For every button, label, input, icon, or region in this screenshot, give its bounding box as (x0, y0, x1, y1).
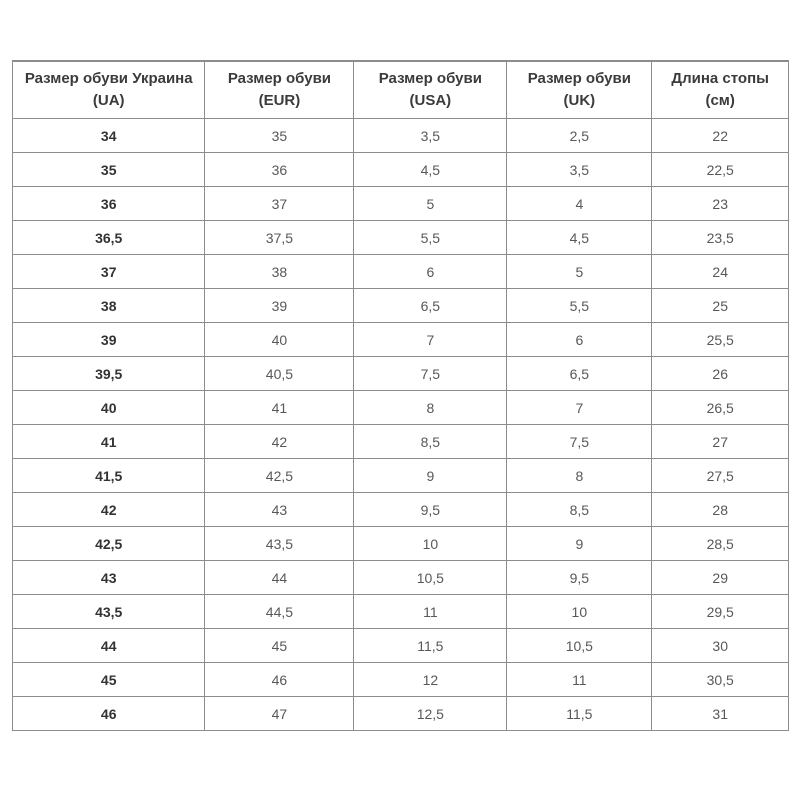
cell-usa: 9 (354, 459, 507, 493)
cell-uk: 4 (507, 187, 652, 221)
cell-uk: 9 (507, 527, 652, 561)
cell-usa: 12,5 (354, 697, 507, 731)
table-row (13, 425, 789, 459)
cell-eur: 44 (205, 561, 354, 595)
cell-ua: 43,5 (13, 595, 205, 629)
cell-uk: 8,5 (507, 493, 652, 527)
cell-cm: 29,5 (652, 595, 789, 629)
column-header-usa (354, 61, 507, 119)
cell-ua: 46 (13, 697, 205, 731)
column-header-uk (507, 61, 652, 119)
cell-eur: 37 (205, 187, 354, 221)
cell-usa: 5,5 (354, 221, 507, 255)
cell-ua: 38 (13, 289, 205, 323)
cell-ua: 39 (13, 323, 205, 357)
cell-ua: 44 (13, 629, 205, 663)
table-row (13, 629, 789, 663)
table-row (13, 527, 789, 561)
cell-eur: 42,5 (205, 459, 354, 493)
column-header-cm (652, 61, 789, 119)
cell-ua: 35 (13, 153, 205, 187)
cell-eur: 46 (205, 663, 354, 697)
cell-uk: 9,5 (507, 561, 652, 595)
cell-cm: 25,5 (652, 323, 789, 357)
cell-ua: 42 (13, 493, 205, 527)
cell-ua: 43 (13, 561, 205, 595)
cell-usa: 11 (354, 595, 507, 629)
table-row (13, 289, 789, 323)
table-row (13, 255, 789, 289)
cell-ua: 40 (13, 391, 205, 425)
table-row (13, 595, 789, 629)
cell-eur: 36 (205, 153, 354, 187)
table-header (13, 61, 789, 119)
cell-usa: 3,5 (354, 119, 507, 153)
cell-eur: 43 (205, 493, 354, 527)
table-row (13, 697, 789, 731)
cell-cm: 22 (652, 119, 789, 153)
cell-cm: 26,5 (652, 391, 789, 425)
cell-uk: 10 (507, 595, 652, 629)
cell-usa: 4,5 (354, 153, 507, 187)
table-row (13, 357, 789, 391)
cell-cm: 31 (652, 697, 789, 731)
cell-eur: 40,5 (205, 357, 354, 391)
column-unit: (EUR) (258, 92, 301, 109)
table-row (13, 323, 789, 357)
cell-cm: 23,5 (652, 221, 789, 255)
table-row (13, 187, 789, 221)
cell-ua: 45 (13, 663, 205, 697)
cell-usa: 12 (354, 663, 507, 697)
cell-eur: 42 (205, 425, 354, 459)
cell-cm: 30 (652, 629, 789, 663)
cell-cm: 25 (652, 289, 789, 323)
cell-eur: 47 (205, 697, 354, 731)
cell-cm: 28 (652, 493, 789, 527)
cell-usa: 10 (354, 527, 507, 561)
cell-ua: 39,5 (13, 357, 205, 391)
cell-uk: 5 (507, 255, 652, 289)
column-header-ua (13, 61, 205, 119)
cell-uk: 7,5 (507, 425, 652, 459)
cell-eur: 35 (205, 119, 354, 153)
table-row (13, 391, 789, 425)
cell-usa: 7 (354, 323, 507, 357)
cell-ua: 37 (13, 255, 205, 289)
cell-uk: 5,5 (507, 289, 652, 323)
cell-eur: 45 (205, 629, 354, 663)
column-title: Размер обуви Украина (24, 70, 193, 88)
table-row (13, 221, 789, 255)
cell-ua: 36 (13, 187, 205, 221)
cell-eur: 37,5 (205, 221, 354, 255)
cell-uk: 11 (507, 663, 652, 697)
cell-uk: 7 (507, 391, 652, 425)
column-title: Размер обуви (227, 70, 332, 88)
cell-uk: 8 (507, 459, 652, 493)
cell-eur: 38 (205, 255, 354, 289)
table-row (13, 153, 789, 187)
table-row (13, 663, 789, 697)
table-row (13, 459, 789, 493)
header-row (13, 61, 789, 119)
cell-eur: 40 (205, 323, 354, 357)
column-title: Длина стопы (671, 70, 769, 88)
cell-ua: 42,5 (13, 527, 205, 561)
cell-usa: 6 (354, 255, 507, 289)
cell-uk: 4,5 (507, 221, 652, 255)
cell-cm: 23 (652, 187, 789, 221)
cell-usa: 11,5 (354, 629, 507, 663)
cell-cm: 22,5 (652, 153, 789, 187)
cell-ua: 41 (13, 425, 205, 459)
column-unit: (см) (705, 92, 735, 109)
column-unit: (UK) (563, 92, 596, 109)
cell-usa: 7,5 (354, 357, 507, 391)
cell-cm: 24 (652, 255, 789, 289)
cell-usa: 8 (354, 391, 507, 425)
cell-uk: 10,5 (507, 629, 652, 663)
cell-cm: 26 (652, 357, 789, 391)
table-row (13, 561, 789, 595)
column-title: Размер обуви (378, 70, 482, 88)
column-title: Размер обуви (527, 70, 631, 88)
cell-cm: 27 (652, 425, 789, 459)
cell-uk: 2,5 (507, 119, 652, 153)
cell-uk: 6,5 (507, 357, 652, 391)
cell-cm: 30,5 (652, 663, 789, 697)
cell-eur: 44,5 (205, 595, 354, 629)
cell-usa: 6,5 (354, 289, 507, 323)
cell-cm: 29 (652, 561, 789, 595)
cell-cm: 28,5 (652, 527, 789, 561)
cell-usa: 9,5 (354, 493, 507, 527)
shoe-size-conversion-table (12, 60, 789, 731)
cell-eur: 43,5 (205, 527, 354, 561)
cell-cm: 27,5 (652, 459, 789, 493)
cell-uk: 6 (507, 323, 652, 357)
cell-eur: 39 (205, 289, 354, 323)
column-header-eur (205, 61, 354, 119)
column-unit: (UA) (92, 92, 125, 109)
cell-uk: 3,5 (507, 153, 652, 187)
cell-ua: 36,5 (13, 221, 205, 255)
column-unit: (USA) (409, 92, 452, 109)
cell-ua: 41,5 (13, 459, 205, 493)
cell-eur: 41 (205, 391, 354, 425)
table-row (13, 119, 789, 153)
cell-usa: 5 (354, 187, 507, 221)
cell-ua: 34 (13, 119, 205, 153)
cell-uk: 11,5 (507, 697, 652, 731)
cell-usa: 10,5 (354, 561, 507, 595)
cell-usa: 8,5 (354, 425, 507, 459)
table-body (13, 119, 789, 731)
table-row (13, 493, 789, 527)
